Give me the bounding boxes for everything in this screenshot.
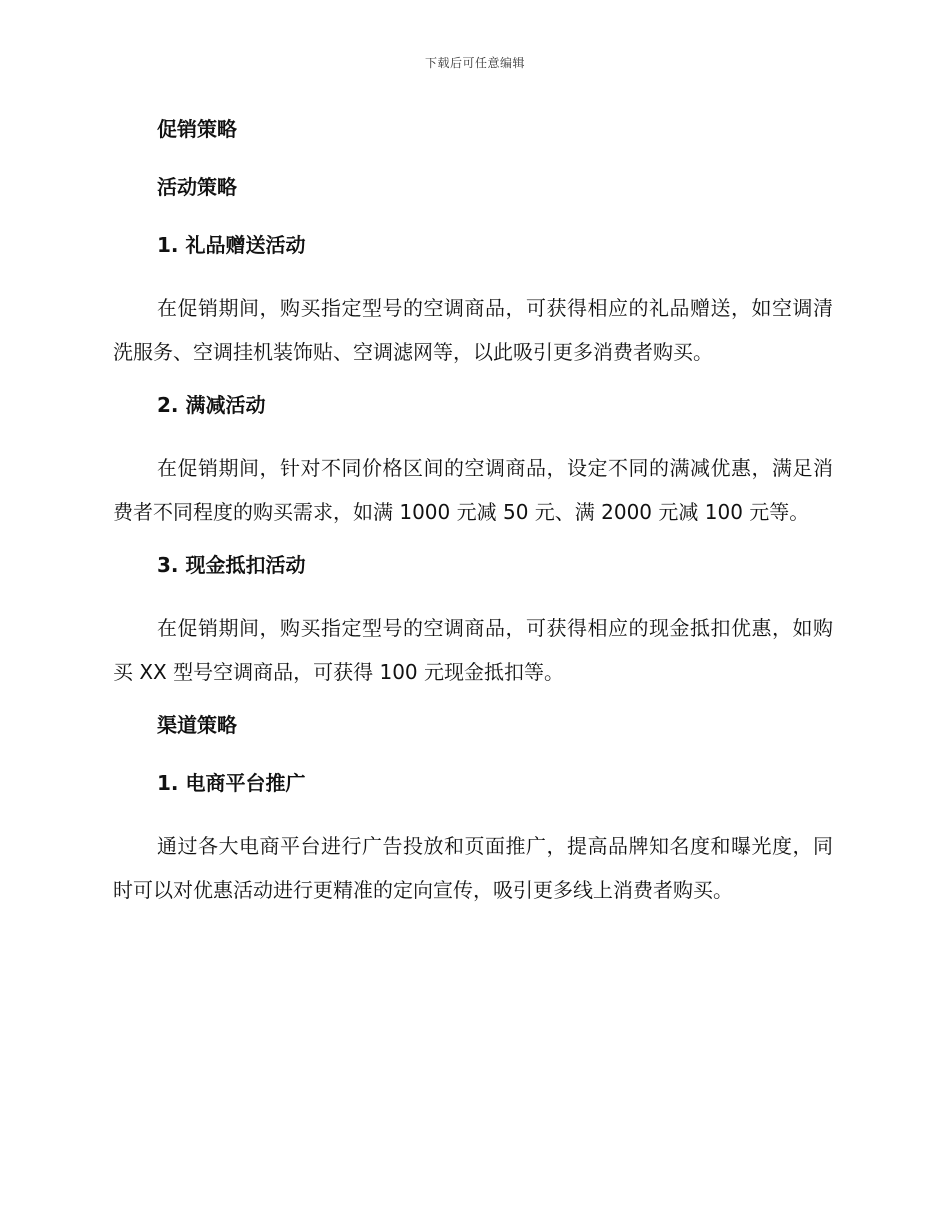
title-promotion-strategy: 促销策略 [157,117,237,141]
item1-heading: 1. 礼品赠送活动 [157,233,306,257]
section-activity-strategy: 活动策略 [157,175,237,199]
item1-paragraph: 在促销期间，购买指定型号的空调商品，可获得相应的礼品赠送，如空调清洗服务、空调挂机装饰贴、空调滤网等，以此吸引更多消费者购买。 [113,296,833,364]
channel1-heading: 1. 电商平台推广 [157,771,306,795]
item3-heading: 3. 现金抵扣活动 [157,553,306,577]
item2-paragraph: 在促销期间，针对不同价格区间的空调商品，设定不同的满减优惠，满足消费者不同程度的购买需求，如满 1000 元减 50 元、满 2000 元减 100 元等。 [113,456,833,524]
channel1-paragraph: 通过各大电商平台进行广告投放和页面推广，提高品牌知名度和曝光度，同时可以对优惠活动进行更精准的定向宣传，吸引更多线上消费者购买。 [113,834,833,902]
document-body [113,112,833,926]
item3-paragraph: 在促销期间，购买指定型号的空调商品，可获得相应的现金抵扣优惠，如购买 XX 型号空调商品，可获得 100 元现金抵扣等。 [113,616,833,684]
item2-heading: 2. 满减活动 [157,393,266,417]
header-note: 下载后可任意编辑 [424,56,525,70]
section-channel-strategy: 渠道策略 [157,713,237,737]
